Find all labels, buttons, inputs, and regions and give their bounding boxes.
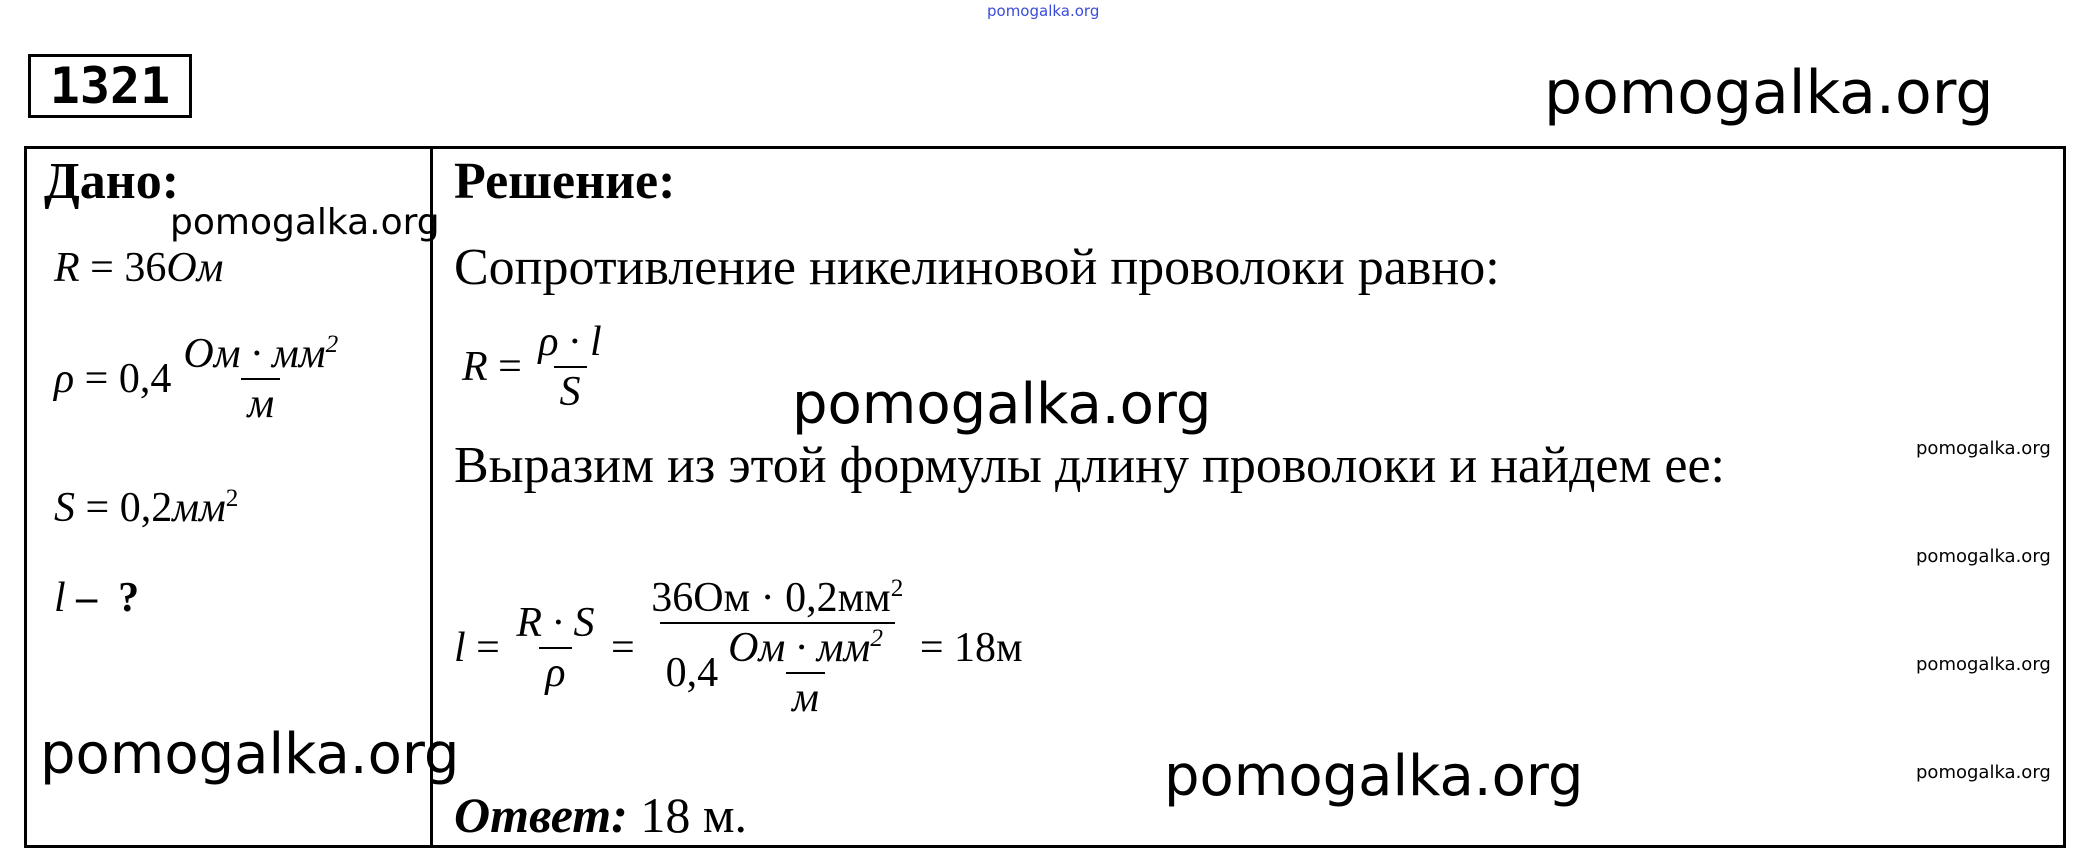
- solution-heading: Решение:: [454, 153, 676, 210]
- watermark-given: pomogalka.org: [170, 202, 440, 243]
- watermark-side-3: pomogalka.org: [1916, 654, 2051, 675]
- answer-value: 18 м.: [640, 787, 747, 843]
- answer-label: Ответ:: [454, 787, 628, 843]
- formula-length: l = $\frac{R \cdot S}{\rho}$ = $36Ом \cdot 0,2мм^2$ 0,4 $\frac{Ом \cdot мм^2}{м}$ = 18м: [454, 575, 1023, 721]
- given-unknown: l – ?: [54, 575, 140, 621]
- top-watermark[interactable]: pomogalka.org: [987, 2, 1100, 20]
- given-resistivity: ρ = 0,4 $\frac{Ом \cdot мм^2}{м}$: [54, 331, 339, 427]
- given-resistance: R = 36Ом: [54, 245, 224, 291]
- formula-resistance: R = $\frac{\rho \cdot l}{S}$: [462, 319, 602, 415]
- answer: [454, 786, 747, 844]
- problem-number: 1321: [28, 54, 192, 118]
- given-heading: Дано:: [44, 153, 180, 210]
- solution-line-2: Выразим из этой формулы длину проволоки и найдем ее:: [454, 437, 1726, 494]
- given-cross-section: $S = 0,2мм^2$: [54, 485, 239, 531]
- watermark-side-2: pomogalka.org: [1916, 546, 2051, 567]
- watermark-center: pomogalka.org: [792, 372, 1212, 437]
- header-watermark: pomogalka.org: [1544, 58, 1994, 128]
- watermark-bottom-left: pomogalka.org: [40, 722, 460, 787]
- solution-line-1: Сопротивление никелиновой проволоки равно:: [454, 239, 1500, 296]
- watermark-bottom-right: pomogalka.org: [1164, 744, 1584, 809]
- watermark-side-4: pomogalka.org: [1916, 762, 2051, 783]
- watermark-side-1: pomogalka.org: [1916, 438, 2051, 459]
